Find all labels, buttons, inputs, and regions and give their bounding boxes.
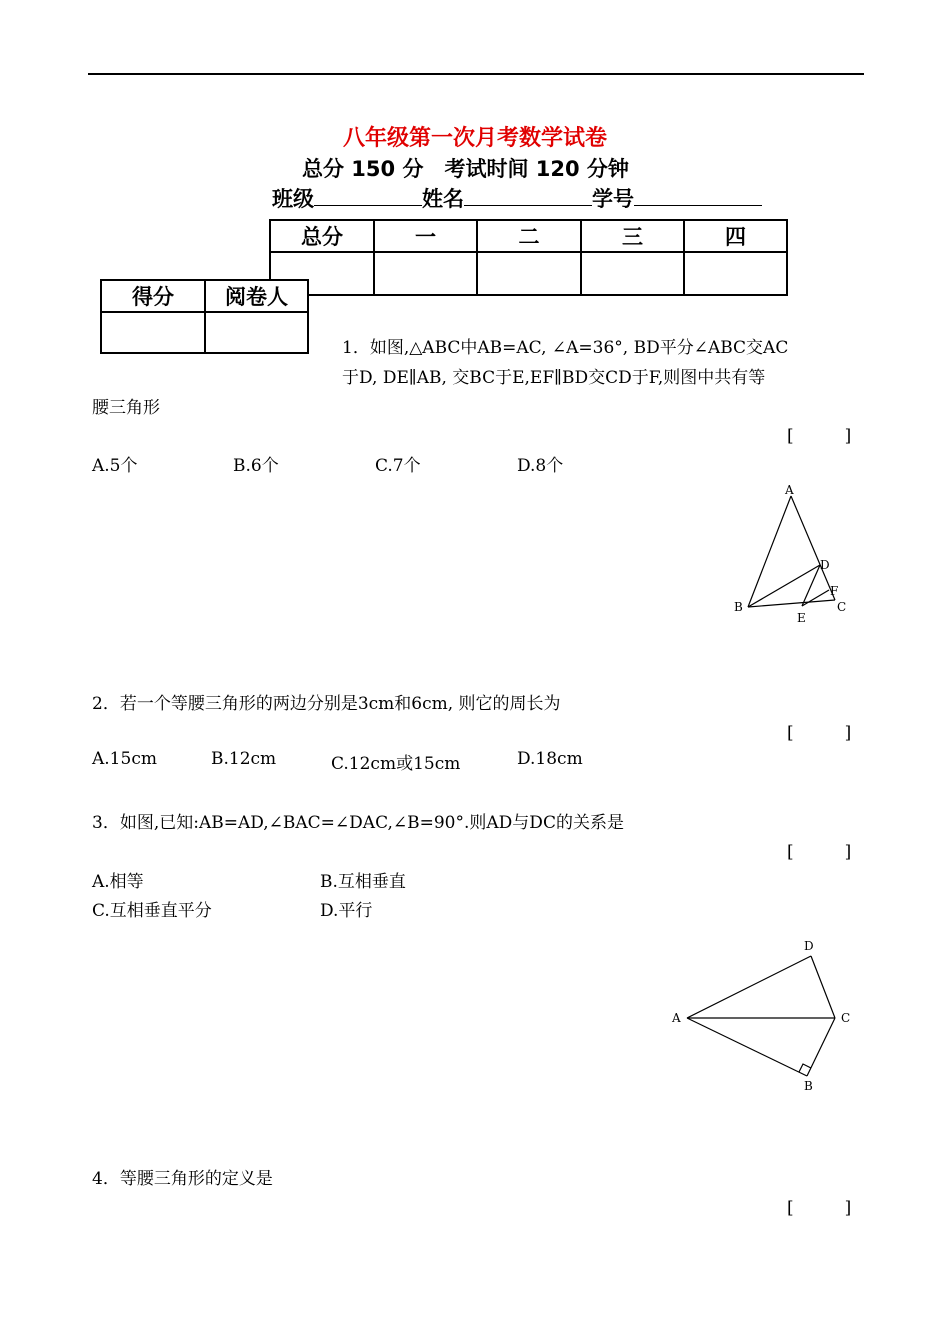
q1-label-f: F (830, 584, 839, 598)
q4-line1: 4．等腰三角形的定义是 (92, 1169, 273, 1189)
class-blank[interactable] (314, 185, 422, 206)
q3-label-b: B (804, 1079, 813, 1093)
q3-line1: 3．如图,已知:AB=AD,∠BAC=∠DAC,∠B=90°.则AD与DC的关系是 (92, 813, 624, 833)
score-cell[interactable] (581, 252, 684, 295)
q2-line1: 2．若一个等腰三角形的两边分别是3cm和6cm, 则它的周长为 (92, 694, 561, 714)
score-header: 四 (684, 220, 787, 252)
score-table (269, 219, 788, 296)
q3-option-b[interactable]: B.互相垂直 (320, 872, 406, 892)
q2-option-d[interactable]: D.18cm (517, 749, 583, 769)
id-label: 学号 (592, 187, 634, 211)
q1-label-a: A (785, 483, 794, 497)
score-cell[interactable] (374, 252, 477, 295)
q2-option-c[interactable]: C.12cm或15cm (331, 754, 461, 774)
q1-option-c[interactable]: C.7个 (375, 456, 421, 476)
name-blank[interactable] (464, 185, 592, 206)
q3-label-d: D (804, 939, 814, 953)
id-blank[interactable] (634, 185, 762, 206)
grader-cell[interactable] (101, 312, 205, 353)
q3-segment-bc (807, 1018, 835, 1076)
grader-table (100, 279, 309, 354)
top-rule (88, 73, 864, 75)
q3-option-d[interactable]: D.平行 (320, 901, 373, 921)
score-cell[interactable] (477, 252, 581, 295)
class-label: 班级 (272, 187, 314, 211)
name-label: 姓名 (422, 187, 464, 211)
q3-label-a: A (672, 1011, 681, 1025)
q1-label-c: C (837, 600, 847, 614)
q1-line3: 腰三角形 (92, 398, 160, 418)
q1-label-d: D (820, 558, 830, 572)
q3-segment-dc (811, 956, 835, 1018)
score-header: 二 (477, 220, 581, 252)
q1-option-d[interactable]: D.8个 (517, 456, 564, 476)
q3-segment-ab (687, 1018, 807, 1076)
q1-segment-bd (748, 565, 820, 607)
q1-line1: 1．如图,△ABC中AB=AC, ∠A=36°, BD平分∠ABC交AC (342, 338, 789, 358)
q3-kite-figure (665, 930, 865, 1100)
q1-label-e: E (797, 611, 806, 625)
q2-option-b[interactable]: B.12cm (211, 749, 277, 769)
grader-header: 阅卷人 (205, 280, 308, 312)
q3-label-c: C (841, 1011, 851, 1025)
score-cell[interactable] (684, 252, 787, 295)
student-info-line (272, 183, 762, 213)
q1-option-b[interactable]: B.6个 (233, 456, 279, 476)
q1-segment-de (802, 565, 820, 606)
q3-option-c[interactable]: C.互相垂直平分 (92, 901, 212, 921)
exam-title: 八年级第一次月考数学试卷 (342, 125, 607, 151)
q3-segment-ad (687, 956, 811, 1018)
score-header: 三 (581, 220, 684, 252)
q1-label-b: B (734, 600, 743, 614)
exam-total-info: 总分 150 分 考试时间 120 分钟 (302, 157, 629, 181)
q3-option-a[interactable]: A.相等 (92, 872, 144, 892)
q4-answer-bracket[interactable]: [ ] (787, 1198, 852, 1218)
score-header: 一 (374, 220, 477, 252)
q2-option-a[interactable]: A.15cm (92, 749, 157, 769)
q2-answer-bracket[interactable]: [ ] (787, 723, 852, 743)
q1-option-a[interactable]: A.5个 (92, 456, 138, 476)
q1-segment-bc (748, 600, 835, 607)
q1-answer-bracket[interactable]: [ ] (787, 426, 852, 446)
grader-cell[interactable] (205, 312, 308, 353)
q1-segment-ac (791, 496, 835, 600)
grader-header: 得分 (101, 280, 205, 312)
q1-triangle-figure (725, 475, 865, 630)
score-header: 总分 (270, 220, 374, 252)
q3-answer-bracket[interactable]: [ ] (787, 842, 852, 862)
q1-segment-ab (748, 496, 791, 607)
q1-line2: 于D, DE∥AB, 交BC于E,EF∥BD交CD于F,则图中共有等 (342, 368, 766, 388)
